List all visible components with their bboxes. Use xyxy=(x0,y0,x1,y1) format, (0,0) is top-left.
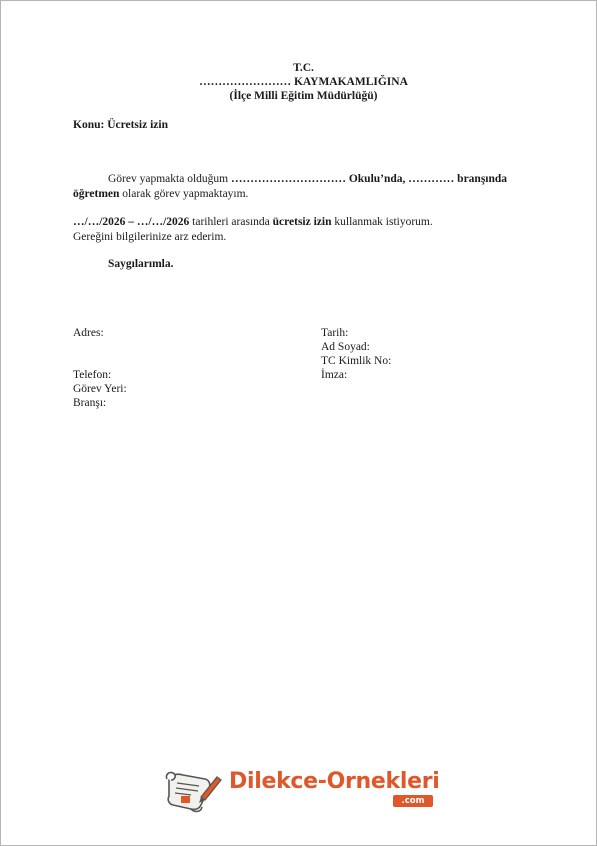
p2-closing: Gereğini bilgilerinize arz ederim. xyxy=(73,231,227,243)
p2-unpaid-leave: ücretsiz izin xyxy=(272,216,332,228)
p2-date-range: …/…/2026 – …/…/2026 xyxy=(73,216,190,228)
subject-line: Konu: Ücretsiz izin xyxy=(73,119,168,131)
p2-text-4: kullanmak istiyorum. xyxy=(331,216,433,228)
paper-scroll-pen-icon xyxy=(161,767,225,813)
address-label: Adres: xyxy=(73,327,104,339)
sender-contact-fields xyxy=(73,326,127,410)
branch-label: Branşı: xyxy=(73,397,107,409)
p1-text-1: Görev yapmakta olduğum xyxy=(108,173,231,185)
body-paragraph-2 xyxy=(73,215,533,245)
phone-label: Telefon: xyxy=(73,369,112,381)
letter-header xyxy=(1,61,597,103)
header-authority: …………………… KAYMAKAMLIĞINA xyxy=(199,76,408,88)
header-department: (İlçe Milli Eğitim Müdürlüğü) xyxy=(229,90,378,102)
p2-text-2: tarihleri arasında xyxy=(189,216,273,228)
p1-text-2: ………………………… Okulu’nda, ………… branşında xyxy=(230,173,508,185)
p1-text-4: olarak görev yapmaktayım. xyxy=(119,188,249,200)
name-label: Ad Soyad: xyxy=(321,341,370,353)
signature-label: İmza: xyxy=(321,369,348,381)
site-logo xyxy=(161,767,441,813)
workplace-label: Görev Yeri: xyxy=(73,383,127,395)
sender-signature-fields xyxy=(321,326,391,382)
logo-wordmark: Dilekce-Ornekleri xyxy=(229,769,440,794)
p1-text-3: öğretmen xyxy=(73,188,120,200)
logo-domain-badge: .com xyxy=(393,795,433,807)
header-tc: T.C. xyxy=(293,62,314,74)
tc-id-label: TC Kimlik No: xyxy=(321,355,392,367)
body-paragraph-1 xyxy=(73,172,533,202)
regards-text: Saygılarımla. xyxy=(108,258,174,270)
date-label: Tarih: xyxy=(321,327,349,339)
